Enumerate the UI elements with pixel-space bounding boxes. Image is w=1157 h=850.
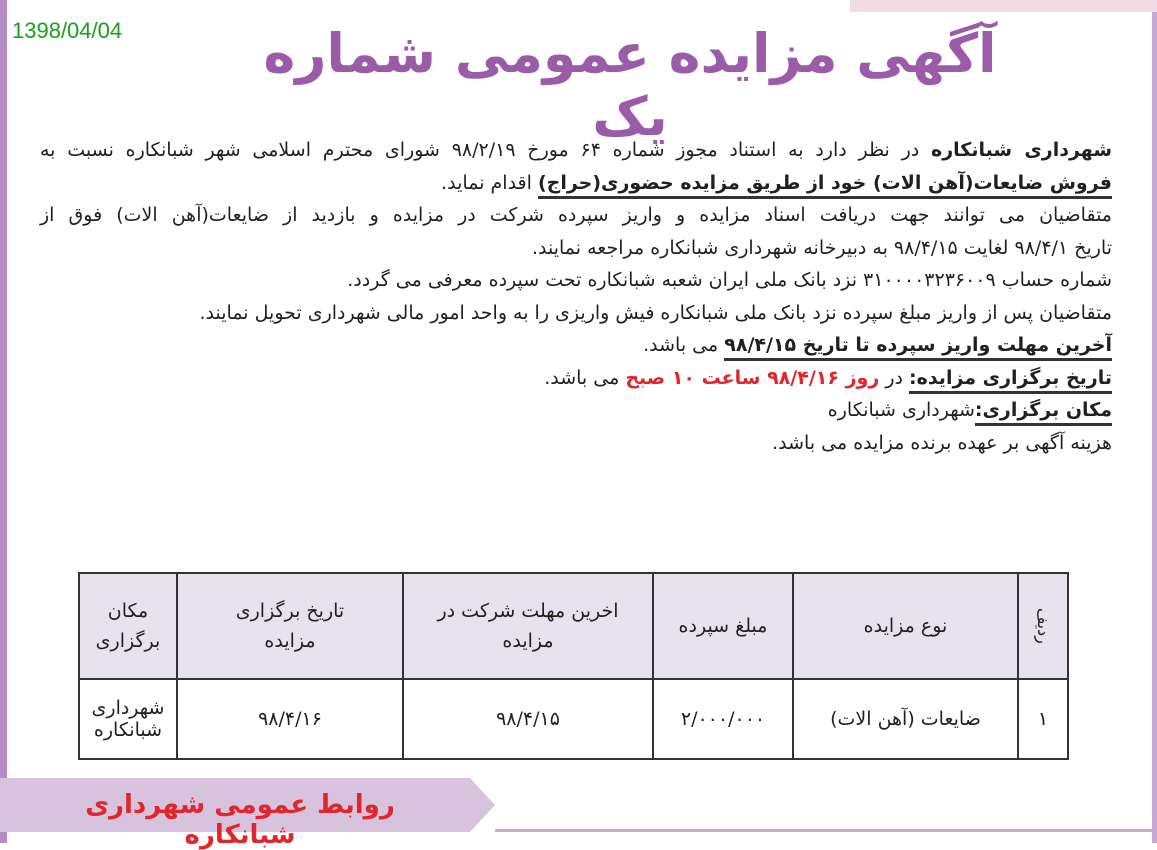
body-line-2 [40, 167, 1112, 200]
text: در [885, 366, 903, 389]
top-decor-bar [850, 0, 1157, 12]
cell-row-number: ۱ [1018, 679, 1068, 759]
text: می باشد. [643, 334, 719, 356]
col-header-auction-type: نوع مزایده [793, 573, 1018, 679]
col-header-row-number: ردیف [1018, 573, 1068, 679]
left-border [0, 0, 7, 843]
body-line-8 [40, 362, 1112, 395]
municipality-name: شهرداری شبانکاره [930, 139, 1113, 161]
body-line-3: متقاضیان می توانند جهت دریافت اسناد مزایده و واریز سپرده شرکت در مزایده و بازدید از ضایعات(آهن الات) فوق از [40, 204, 1112, 226]
text: در نظر دارد به استناد مجوز شماره ۶۴ مورخ ۹۸/۲/۱۹ شورای محترم اسلامی شهر شبانکاره نسبت به [40, 139, 920, 161]
body-line-10: هزینه آگهی بر عهده برنده مزایده می باشد. [772, 431, 1112, 454]
text: اقدام نماید. [441, 171, 532, 194]
col-header-deadline: اخرین مهلت شرکت در مزایده [403, 573, 653, 679]
ad-body [40, 134, 1112, 459]
footer-divider [495, 829, 1157, 832]
body-line-9 [40, 394, 1112, 427]
body-line-1 [40, 134, 1112, 167]
auction-table [78, 572, 1069, 760]
publish-date: 1398/04/04 [12, 18, 123, 43]
cell-auction-type: ضایعات (آهن الات) [793, 679, 1018, 759]
col-header-location: مکان برگزاری [79, 573, 177, 679]
auction-date-value: روز ۹۸/۴/۱۶ ساعت ۱۰ صبح [625, 366, 880, 389]
footer-public-relations: روابط عمومی شهرداری شبانکاره [85, 790, 395, 850]
cell-location: شهرداری شبانکاره [79, 679, 177, 759]
cell-auction-date: ۹۸/۴/۱۶ [177, 679, 403, 759]
col-header-auction-date: تاریخ برگزاری مزایده [177, 573, 403, 679]
right-border [1152, 0, 1157, 843]
text: می باشد. [544, 366, 620, 389]
body-line-4: تاریخ ۹۸/۴/۱ لغایت ۹۸/۴/۱۵ به دبیرخانه شهرداری شبانکاره مراجعه نمایند. [531, 236, 1112, 259]
location-label: مکان برگزاری: [975, 399, 1112, 426]
auction-date-label: تاریخ برگزاری مزایده: [909, 367, 1112, 394]
ad-title: آگهی مزایده عمومی شماره یک [263, 22, 997, 148]
deposit-deadline: آخرین مهلت واریز سپرده تا تاریخ ۹۸/۴/۱۵ [724, 334, 1112, 361]
col-header-deposit: مبلغ سپرده [653, 573, 793, 679]
cell-deposit: ۲/۰۰۰/۰۰۰ [653, 679, 793, 759]
body-line-7 [40, 329, 1112, 362]
table-row [79, 679, 1068, 759]
table-header-row [79, 573, 1068, 679]
sale-subject: فروش ضایعات(آهن الات) خود از طریق مزایده حضوری(حراج) [538, 172, 1112, 199]
cell-deadline: ۹۸/۴/۱۵ [403, 679, 653, 759]
body-line-6: متقاضیان پس از واریز مبلغ سپرده نزد بانک ملی شبانکاره فیش واریزی را به واحد امور مالی شهرداری تحویل نمایند. [199, 301, 1112, 324]
location-value: شهرداری شبانکاره [827, 399, 975, 421]
body-line-5: شماره حساب ۳۱۰۰۰۰۳۲۳۶۰۰۹ نزد بانک ملی ایران شعبه شبانکاره تحت سپرده معرفی می گردد. [347, 269, 1112, 291]
